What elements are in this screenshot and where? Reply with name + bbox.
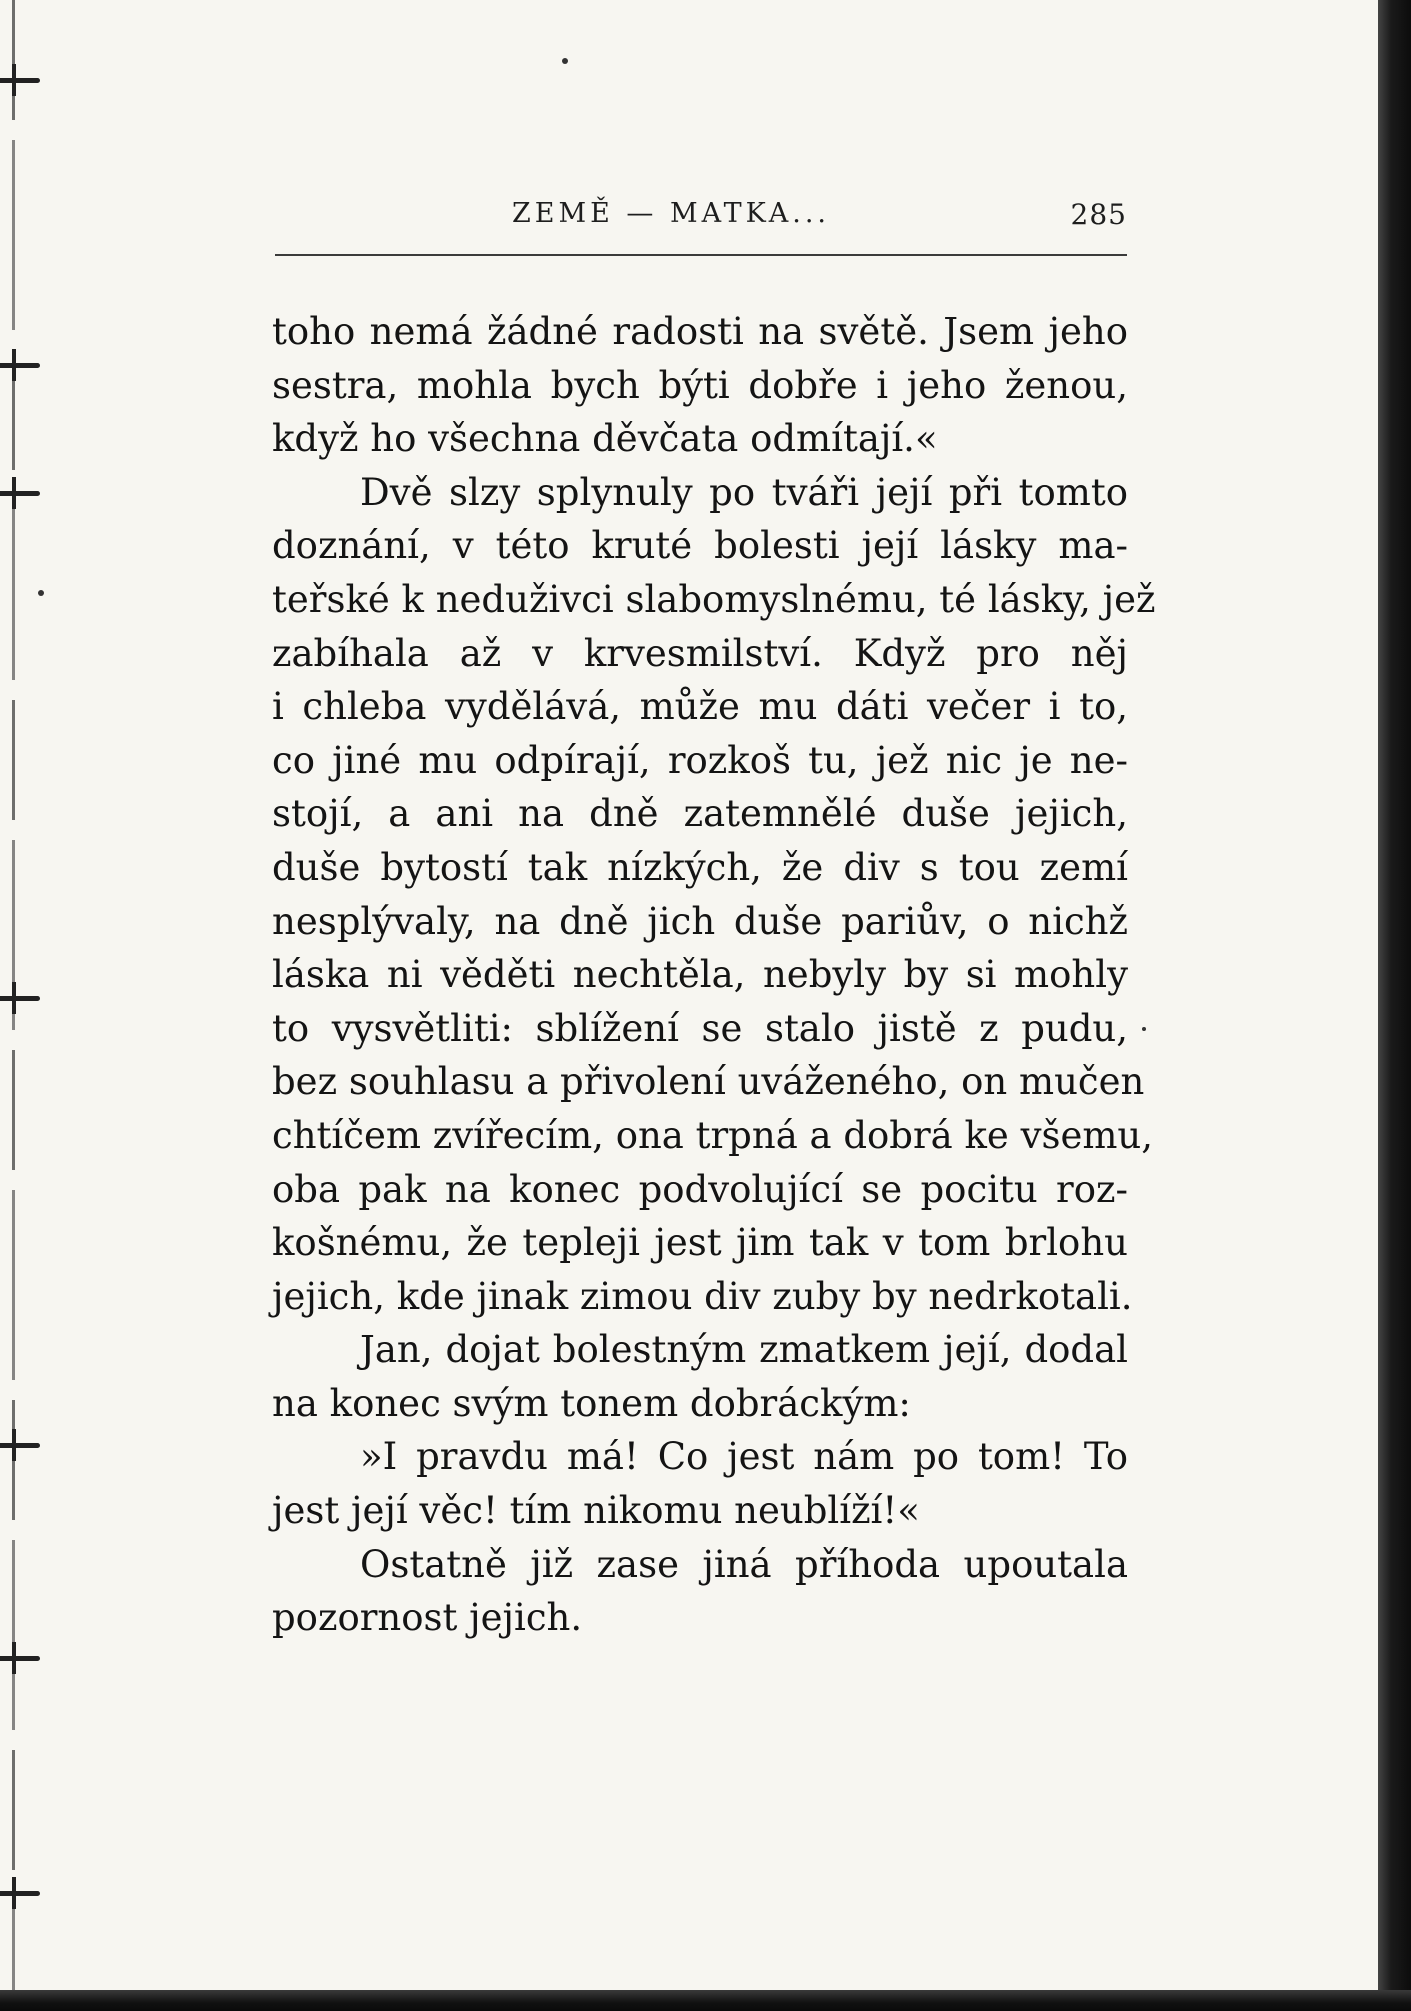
binding-stitch — [0, 1650, 40, 1666]
text-line: teřské k neduživci slabomyslnému, té lásky, jež — [272, 577, 1156, 621]
scan-border-bottom — [0, 1990, 1411, 2011]
text-line: nesplývaly, na dně jich duše pariův, o nichž — [272, 899, 1128, 943]
text-line: toho nemá žádné radosti na světě. Jsem jeho — [272, 310, 1128, 353]
text-line: sestra, mohla bych býti dobře i jeho ženou, — [272, 363, 1128, 407]
text-line: to vysvětliti: sblížení se stalo jistě z pudu, — [272, 1006, 1128, 1050]
text-line: i chleba vydělává, může mu dáti večer i to, — [272, 685, 1128, 729]
binding-stitch — [0, 1437, 40, 1453]
binding-stitch — [0, 72, 40, 88]
text-line: když ho všechna děvčata odmítají.« — [272, 417, 938, 461]
page-number: 285 — [1070, 198, 1127, 231]
binding-stitch — [0, 1885, 40, 1901]
text-line: jest její věc! tím nikomu neublíží!« — [272, 1489, 920, 1533]
text-line: Dvě slzy splynuly po tváři její při tomto — [360, 470, 1128, 514]
text-line: košnému, že tepleji jest jim tak v tom brlohu — [272, 1221, 1128, 1265]
text-line: jejich, kde jinak zimou div zuby by nedrkotali. — [272, 1274, 1133, 1318]
text-line: doznání, v této kruté bolesti její lásky ma- — [272, 524, 1128, 568]
text-line: »I pravdu má! Co jest nám po tom! To — [360, 1435, 1128, 1479]
text-line: stojí, a ani na dně zatemnělé duše jejich, — [272, 792, 1128, 836]
text-line: Ostatně již zase jiná příhoda upoutala — [360, 1542, 1128, 1586]
text-line: láska ni věděti nechtěla, nebyly by si mohly — [272, 953, 1128, 997]
chapter-title: ZEMĚ — MATKA... — [512, 198, 830, 229]
text-line: bez souhlasu a přivolení uváženého, on mučen — [272, 1060, 1145, 1104]
scan-border-right — [1378, 0, 1411, 2011]
ink-speck — [1142, 1027, 1146, 1031]
text-line: na konec svým tonem dobráckým: — [272, 1381, 911, 1425]
text-line: duše bytostí tak nízkých, že div s tou zemí — [272, 845, 1128, 889]
text-line: Jan, dojat bolestným zmatkem její, dodal — [360, 1328, 1128, 1372]
text-line: zabíhala až v krvesmilství. Když pro něj — [272, 631, 1128, 675]
text-line: co jiné mu odpírají, rozkoš tu, jež nic je ne- — [272, 738, 1128, 782]
ink-speck — [38, 590, 44, 596]
header-rule — [275, 254, 1127, 256]
binding-stitch — [0, 485, 40, 501]
binding-stitch — [0, 357, 40, 373]
text-line: chtíčem zvířecím, ona trpná a dobrá ke všemu, — [272, 1113, 1154, 1157]
text-line: oba pak na konec podvolující se pocitu roz- — [272, 1167, 1128, 1211]
running-head — [272, 198, 1127, 242]
text-line: pozornost jejich. — [272, 1596, 583, 1640]
body-text — [272, 305, 1156, 1645]
ink-speck — [562, 58, 568, 64]
binding-stitch — [0, 990, 40, 1006]
